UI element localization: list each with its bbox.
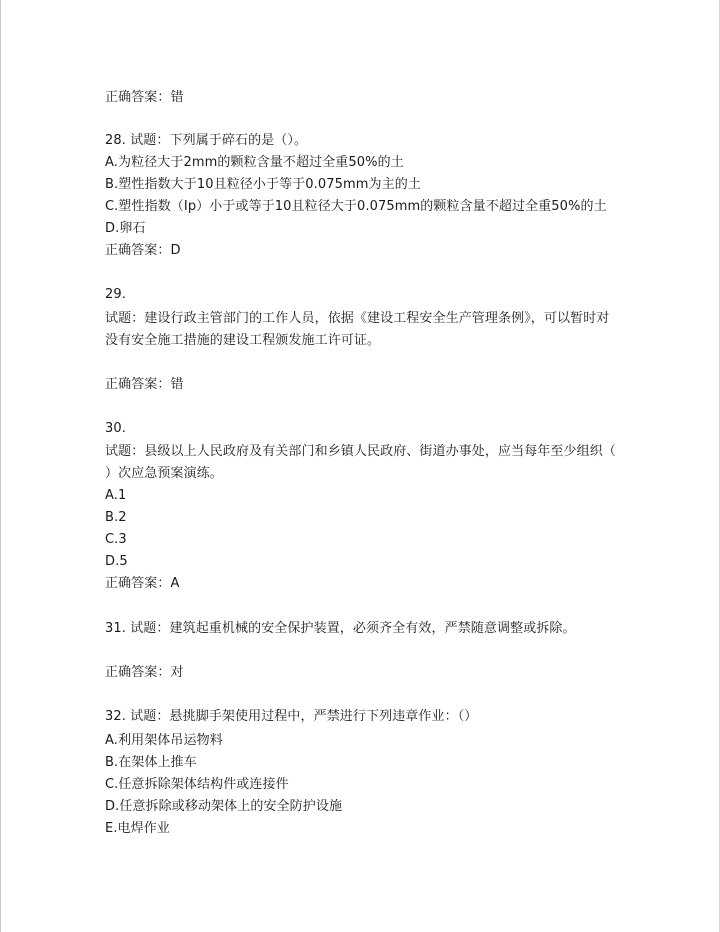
question-29-number: 29. [105, 287, 126, 302]
page-left-border [0, 0, 1, 932]
question-32-option-b: B.在架体上推车 [105, 755, 197, 770]
question-29-stem-line1: 试题：建设行政主管部门的工作人员，依据《建设工程安全生产管理条例》，可以暂时对 [105, 311, 610, 326]
question-28-option-d: D.卵石 [105, 221, 146, 236]
question-32-option-d: D.任意拆除或移动架体上的安全防护设施 [105, 799, 343, 814]
question-28-option-a: A.为粒径大于2mm的颗粒含量不超过全重50%的土 [105, 155, 404, 170]
question-30-option-c: C.3 [105, 532, 127, 547]
question-28-option-b: B.塑性指数大于10且粒径小于等于0.075mm为主的土 [105, 177, 421, 192]
question-30-option-d: D.5 [105, 554, 128, 569]
question-30-stem-line2: ）次应急预案演练。 [105, 466, 223, 481]
answer-31: 正确答案：对 [105, 665, 184, 680]
answer-28: 正确答案：D [105, 243, 181, 258]
answer-27: 正确答案：错 [105, 90, 184, 105]
question-29-stem-line2: 没有安全施工措施的建设工程颁发施工许可证。 [105, 333, 381, 348]
question-30-option-b: B.2 [105, 510, 127, 525]
question-32-option-c: C.任意拆除架体结构件或连接件 [105, 777, 289, 792]
answer-30: 正确答案：A [105, 576, 180, 591]
question-28-stem: 28. 试题：下列属于碎石的是（）。 [105, 133, 308, 148]
answer-29: 正确答案：错 [105, 377, 184, 392]
question-30-option-a: A.1 [105, 488, 127, 503]
question-30-number: 30. [105, 421, 126, 436]
question-32-option-a: A.利用架体吊运物料 [105, 733, 223, 748]
question-28-option-c: C.塑性指数（Ip）小于或等于10且粒径大于0.075mm的颗粒含量不超过全重50%的土 [105, 199, 607, 214]
question-32-stem: 32. 试题：悬挑脚手架使用过程中，严禁进行下列违章作业：（） [105, 709, 478, 724]
question-31-stem: 31. 试题：建筑起重机械的安全保护装置，必须齐全有效，严禁随意调整或拆除。 [105, 621, 576, 636]
question-30-stem-line1: 试题：县级以上人民政府及有关部门和乡镇人民政府、街道办事处，应当每年至少组织（ [105, 444, 616, 459]
question-32-option-e: E.电焊作业 [105, 821, 170, 836]
